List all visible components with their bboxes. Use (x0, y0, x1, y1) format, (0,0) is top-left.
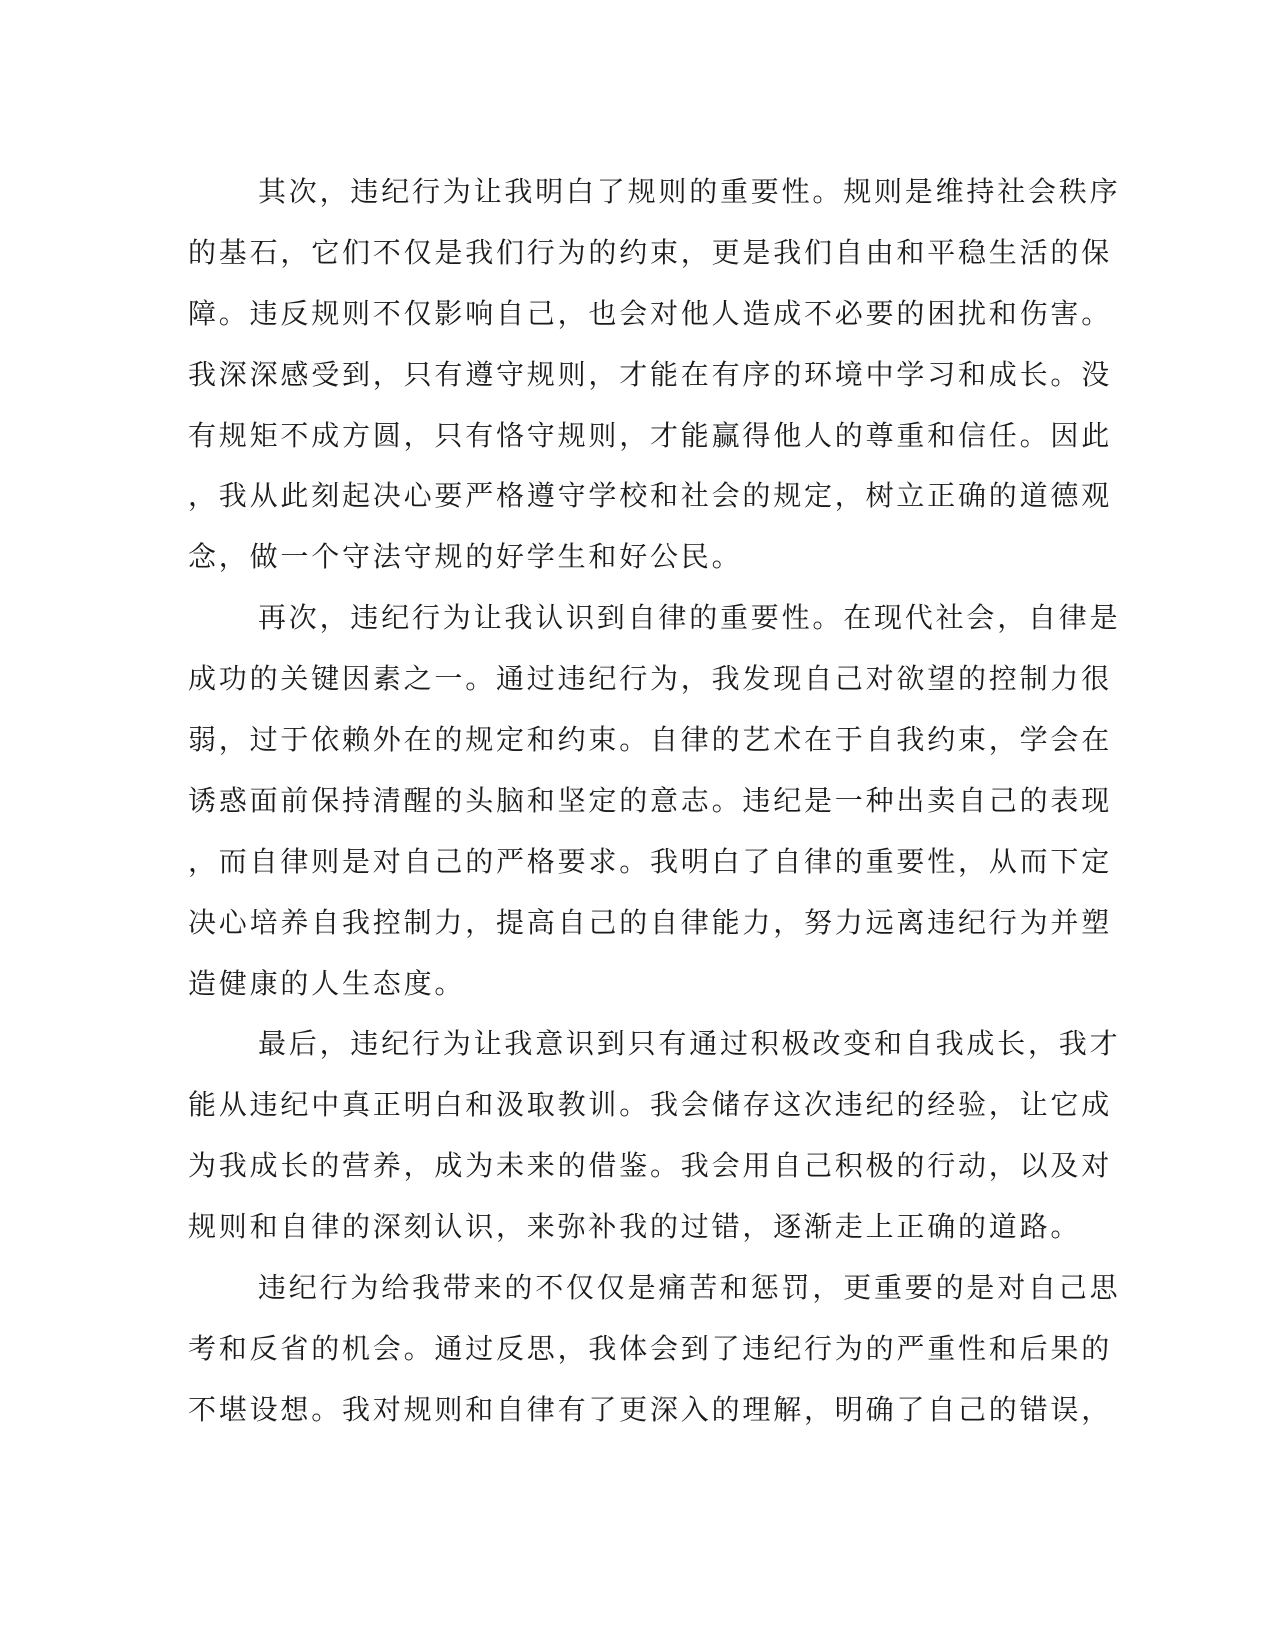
paragraph-first-line: 其次，违纪行为让我明白了规则的重要性。规则是维持社会秩序 (258, 175, 1121, 208)
paragraph-first-line: 最后，违纪行为让我意识到只有通过积极改变和自我成长，我才 (258, 1027, 1121, 1061)
text-line: 能从违纪中真正明白和汲取教训。我会储存这次违纪的经验，让它成 (188, 1088, 1113, 1122)
text-line: 有规矩不成方圆，只有恪守规则，才能赢得他人的尊重和信任。因此 (188, 418, 1113, 452)
text-line: 诱惑面前保持清醒的头脑和坚定的意志。违纪是一种出卖自己的表现 (188, 783, 1113, 817)
text-line: 我深深感受到，只有遵守规则，才能在有序的环境中学习和成长。没 (188, 357, 1113, 391)
text-line: 念，做一个守法守规的好学生和好公民。 (188, 540, 743, 574)
text-line: 为我成长的营养，成为未来的借鉴。我会用自己积极的行动，以及对 (188, 1149, 1113, 1183)
text-line: 不堪设想。我对规则和自律有了更深入的理解，明确了自己的错误， (188, 1392, 1113, 1426)
text-line: 规则和自律的深刻认识，来弥补我的过错，逐渐走上正确的道路。 (188, 1210, 1082, 1244)
text-line: 造健康的人生态度。 (188, 966, 466, 1000)
text-line: ，而自律则是对自己的严格要求。我明白了自律的重要性，从而下定 (188, 844, 1113, 878)
text-line: 的基石，它们不仅是我们行为的约束，更是我们自由和平稳生活的保 (188, 235, 1113, 269)
text-line: 考和反省的机会。通过反思，我体会到了违纪行为的严重性和后果的 (188, 1331, 1113, 1365)
text-line: 成功的关键因素之一。通过违纪行为，我发现自己对欲望的控制力很 (188, 662, 1113, 696)
document-body (188, 162, 1121, 1441)
text-line: ，我从此刻起决心要严格遵守学校和社会的规定，树立正确的道德观 (188, 479, 1113, 513)
paragraph-first-line: 再次，违纪行为让我认识到自律的重要性。在现代社会，自律是 (258, 601, 1121, 635)
text-line: 弱，过于依赖外在的规定和约束。自律的艺术在于自我约束，学会在 (188, 723, 1113, 757)
text-line: 障。违反规则不仅影响自己，也会对他人造成不必要的困扰和伤害。 (188, 296, 1113, 330)
paragraph-first-line: 违纪行为给我带来的不仅仅是痛苦和惩罚，更重要的是对自己思 (258, 1271, 1121, 1305)
text-line: 决心培养自我控制力，提高自己的自律能力，努力远离违纪行为并塑 (188, 905, 1113, 939)
